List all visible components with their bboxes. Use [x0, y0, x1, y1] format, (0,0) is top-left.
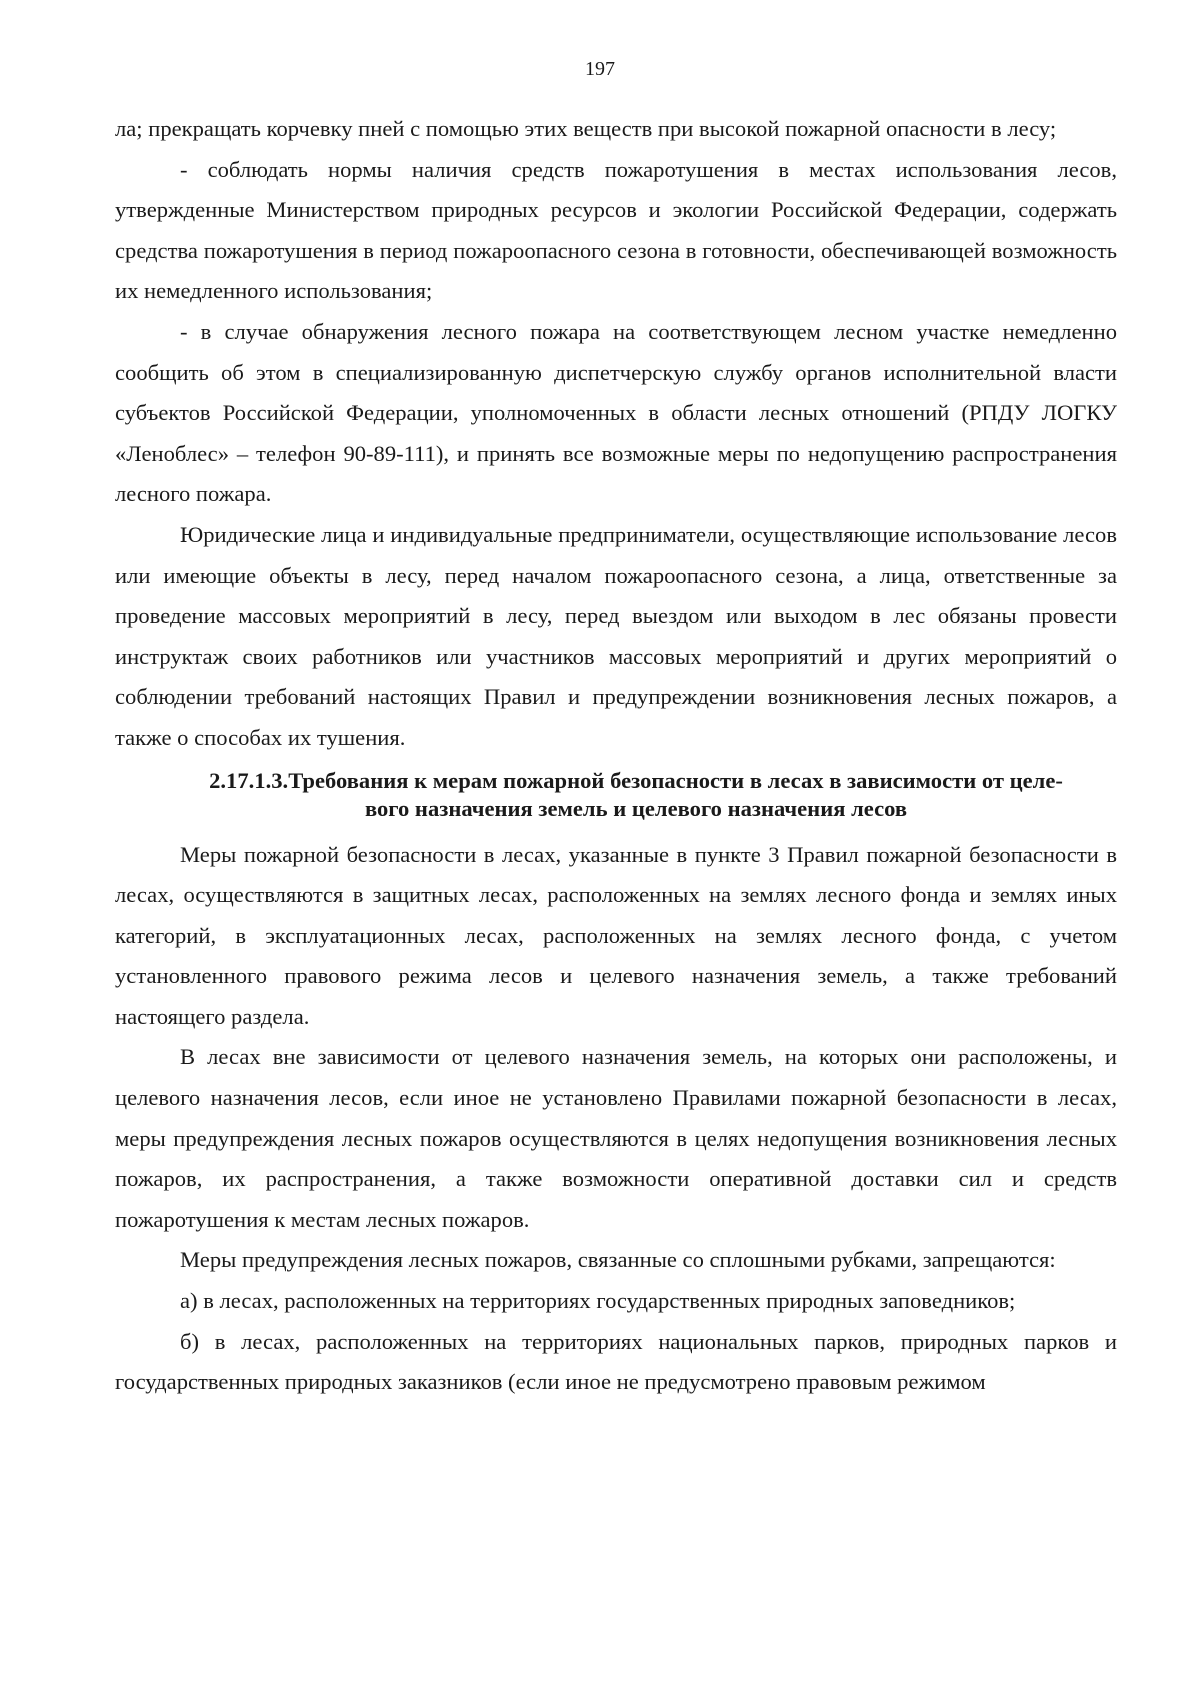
page-number: 197 [585, 58, 615, 80]
document-body [115, 109, 1117, 1403]
paragraph-prohibited-measures: Меры предупреждения лесных пожаров, связанные со сплошными рубками, запрещаются: [180, 1247, 1056, 1273]
paragraph-fire-equipment: - соблюдать нормы наличия средств пожаротушения в местах использования лесов, утвержденные Министерством природных ресурсов и экологии Российской Федерации, содержать средства пожаротушения в период пожароопасного сезона в готовности, обеспечивающей возможность их немедленного использования; [115, 156, 1117, 304]
paragraph-forest-independence: В лесах вне зависимости от целевого назначения земель, на которых они расположены, и целевого назначения лесов, если иное не установлено Правилами пожарной безопасности в лесах, меры предупреждения лесных пожаров осуществляются в целях недопущения возникновения лесных пожаров, их распространения, а также возможности оперативной доставки сил и средств пожаротушения к местам лесных пожаров. [115, 1044, 1117, 1232]
paragraph-fire-safety-measures: Меры пожарной безопасности в лесах, указанные в пункте 3 Правил пожарной безопасности в лесах, осуществляются в защитных лесах, расположенных на землях лесного фонда и землях иных категорий, в эксплуатационных лесах, расположенных на землях лесного фонда, с учетом установленного правового режима лесов и целевого назначения земель, а также требований настоящего раздела. [115, 841, 1117, 1029]
paragraph-fire-report: - в случае обнаружения лесного пожара на соответствующем лесном участке немедленно сообщить об этом в специализированную диспетчерскую службу органов исполнительной власти субъектов Российской Федерации, уполномоченных в области лесных отношений (РПДУ ЛОГКУ «Леноблес» – телефон 90-89-111), и принять все возможные меры по недопущению распространения лесного пожара. [115, 318, 1117, 507]
section-heading-line-1: 2.17.1.3.Требования к мерам пожарной безопасности в лесах в зависимости от целе- [209, 767, 1063, 793]
list-item-b: б) в лесах, расположенных на территориях национальных парков, природных парков и государственных природных заказников (если иное не предусмотрено правовым режимом [115, 1328, 1117, 1395]
paragraph-legal-entities: Юридические лица и индивидуальные предприниматели, осуществляющие использование лесов или имеющие объекты в лесу, перед началом пожароопасного сезона, а лица, ответственные за проведение массовых мероприятий в лесу, перед выездом или выходом в лес обязаны провести инструктаж своих работников или участников массовых мероприятий и других мероприятий о соблюдении требований настоящих Правил и предупреждении возникновения лесных пожаров, а также о способах их тушения. [115, 521, 1117, 750]
list-item-a: а) в лесах, расположенных на территориях государственных природных заповедников; [180, 1288, 1016, 1314]
section-heading-line-2: вого назначения земель и целевого назначения лесов [364, 795, 908, 821]
section-heading [115, 767, 1117, 823]
paragraph-continuation: ла; прекращать корчевку пней с помощью этих веществ при высокой пожарной опасности в лесу; [115, 116, 1057, 141]
